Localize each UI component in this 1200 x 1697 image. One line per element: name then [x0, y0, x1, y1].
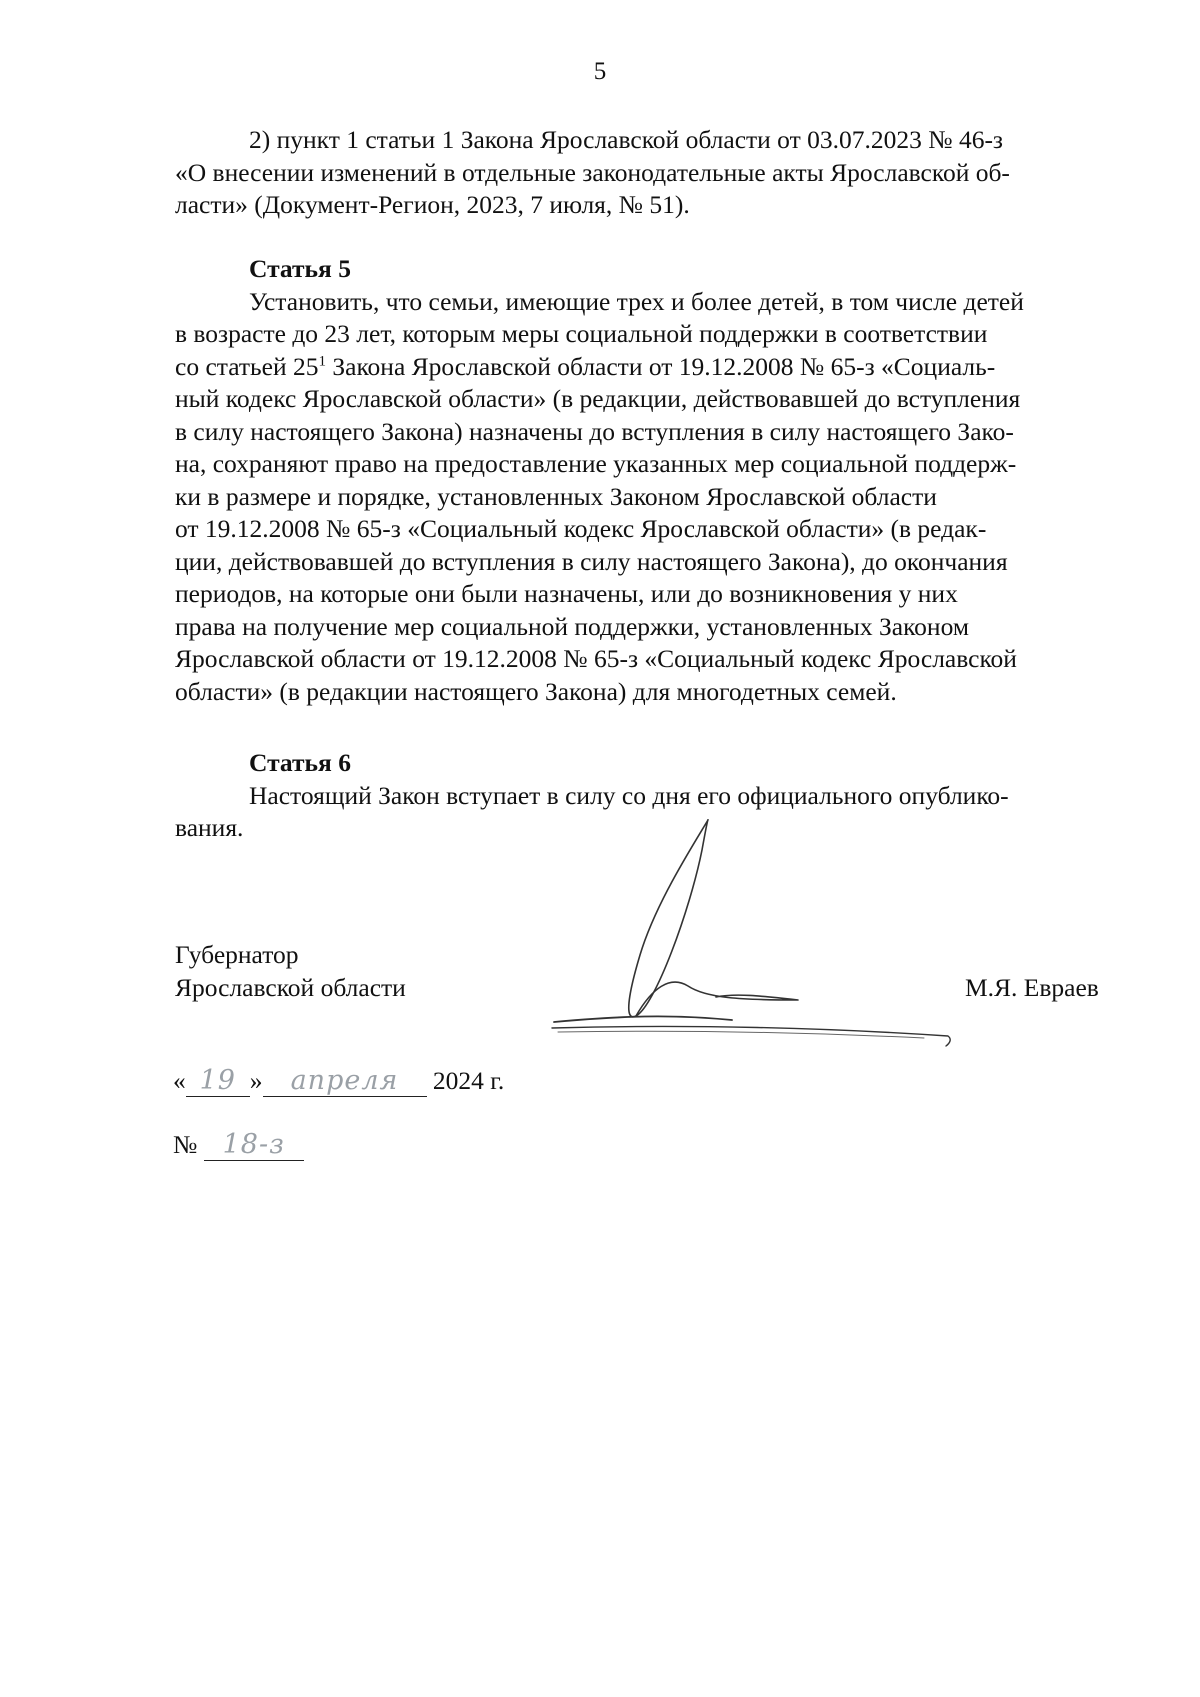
article-5-line-7: ки в размере и порядке, установленных Законом Ярославской области — [175, 481, 937, 511]
signatory-title — [175, 938, 406, 1004]
article-5-line-9: ции, действовавшей до вступления в силу настоящего Закона), до окончания — [175, 546, 1008, 576]
intro-paragraph — [175, 124, 1117, 222]
article-5-line-10: периодов, на которые они были назначены, или до возникновения у них — [175, 579, 958, 608]
date-line — [173, 1063, 504, 1099]
signatory-title-line-1: Губернатор — [175, 940, 299, 969]
number-handwritten: 18-з — [222, 1129, 285, 1160]
number-line — [173, 1127, 304, 1163]
handwritten-signature — [540, 810, 960, 1050]
article-6-line-1: Настоящий Закон вступает в силу со дня его официального опублико- — [249, 780, 1009, 810]
intro-line-2: «О внесении изменений в отдельные законодательные акты Ярославской об- — [175, 157, 1010, 187]
intro-line-3: ласти» (Документ-Регион, 2023, 7 июля, № 51). — [175, 190, 690, 219]
article-6-line-2: вания. — [175, 813, 244, 842]
number-blank — [204, 1130, 304, 1161]
article-5-line-3-end: Закона Ярославской области от 19.12.2008 № 65-з «Социаль- — [326, 351, 996, 381]
article-5-heading: Статья 5 — [249, 254, 351, 283]
signatory-name: М.Я. Евраев — [965, 973, 1099, 1002]
superscript-1: 1 — [318, 353, 326, 369]
article-5 — [175, 253, 1117, 708]
date-year: 2024 г. — [432, 1066, 505, 1095]
signatory-title-line-2: Ярославской области — [175, 973, 406, 1002]
intro-line-1: 2) пункт 1 статьи 1 Закона Ярославской области от 03.07.2023 № 46-з — [249, 125, 1004, 154]
article-5-line-3-start: со статьей 25 — [175, 351, 319, 381]
article-5-line-5: в силу настоящего Закона) назначены до вступления в силу настоящего Зако- — [175, 416, 1014, 446]
article-5-line-3 — [175, 351, 1117, 384]
date-month-blank — [263, 1066, 427, 1097]
article-6-heading: Статья 6 — [249, 748, 351, 777]
article-5-line-12: Ярославской области от 19.12.2008 № 65-з «Социальный кодекс Ярославской — [175, 644, 1017, 673]
date-month-handwritten: апреля — [290, 1065, 399, 1096]
date-open-quote: « — [173, 1066, 186, 1095]
article-5-line-4: ный кодекс Ярославской области» (в редакции, действовавшей до вступления — [175, 384, 1021, 413]
number-label: № — [173, 1130, 198, 1159]
article-5-line-6: на, сохраняют право на предоставление указанных мер социальной поддерж- — [175, 449, 1017, 478]
article-5-line-1: Установить, что семьи, имеющие трех и более детей, в том числе детей — [249, 286, 1024, 316]
date-day-handwritten: 19 — [199, 1065, 236, 1096]
date-close-quote: » — [249, 1066, 263, 1095]
article-5-line-13: области» (в редакции настоящего Закона) для многодетных семей. — [175, 676, 897, 706]
article-5-line-11: права на получение мер социальной поддержки, установленных Законом — [175, 611, 969, 641]
article-5-line-8: от 19.12.2008 № 65-з «Социальный кодекс Ярославской области» (в редак- — [175, 514, 987, 543]
page-number: 5 — [593, 58, 607, 85]
date-day-blank — [186, 1066, 250, 1097]
article-5-line-2: в возрасте до 23 лет, которым меры социальной поддержки в соответствии — [175, 319, 988, 348]
